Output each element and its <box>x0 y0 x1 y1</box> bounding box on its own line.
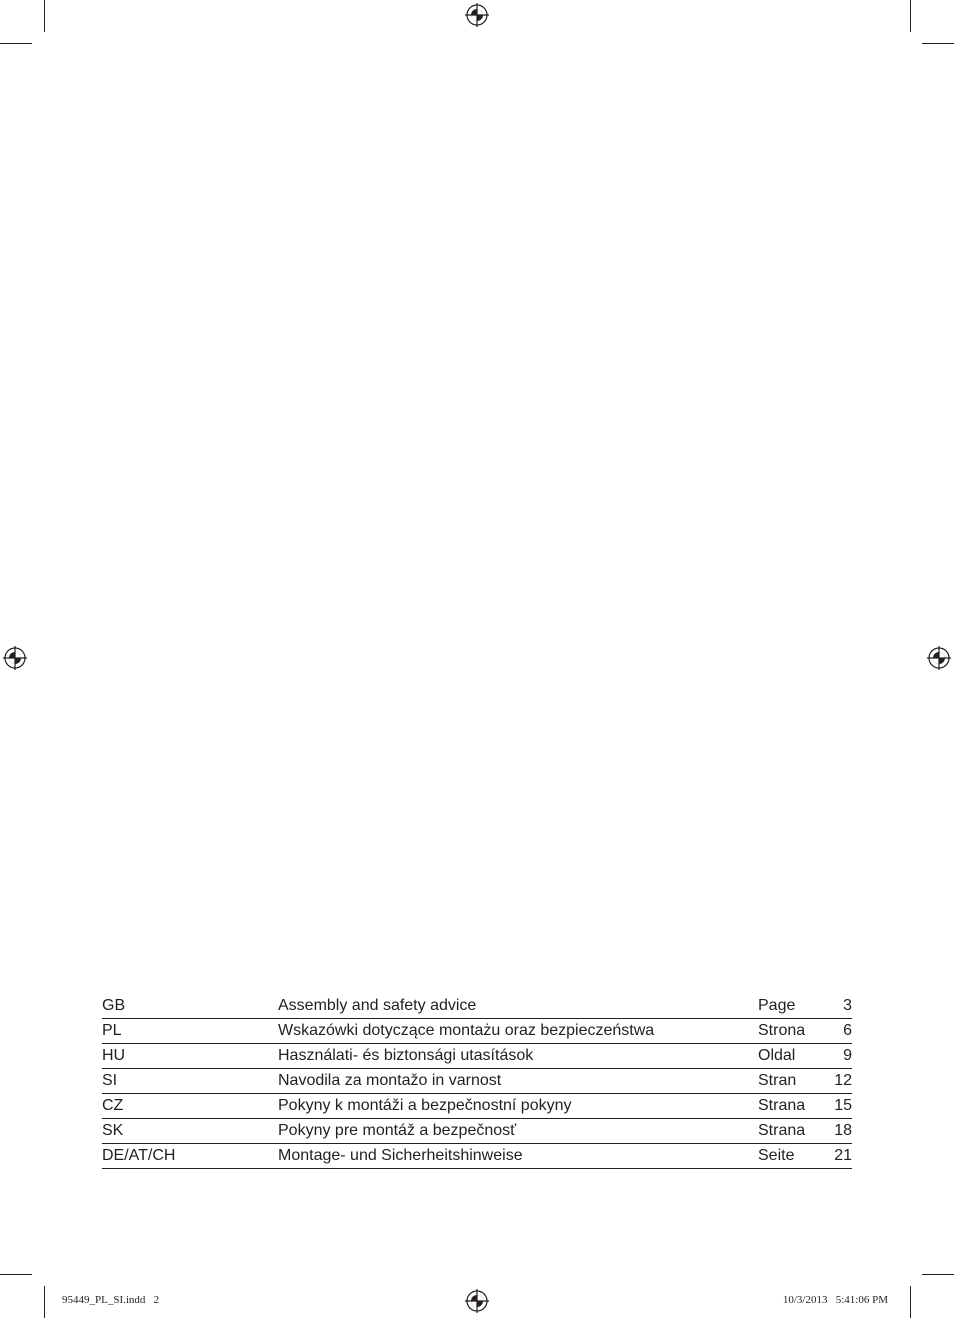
language-code: GB <box>102 997 126 1014</box>
slug-timestamp: 10/3/2013 5:41:06 PM <box>782 1294 888 1306</box>
page-label: Oldal <box>758 1047 796 1064</box>
language-code: PL <box>102 1022 122 1039</box>
page-label: Strona <box>758 1022 806 1039</box>
slug-filename: 95449_PL_SI.indd 2 <box>62 1294 160 1306</box>
registration-mark-icon <box>465 3 489 27</box>
toc-row[interactable] <box>102 1019 852 1044</box>
section-title: Assembly and safety advice <box>278 997 477 1014</box>
page-label: Strana <box>758 1097 806 1114</box>
section-title: Pokyny pre montáž a bezpečnosť <box>278 1122 517 1139</box>
toc-row[interactable] <box>102 1044 852 1069</box>
crop-mark-top-left-horizontal <box>0 43 32 44</box>
section-title: Navodila za montažo in varnost <box>278 1072 502 1089</box>
toc-row[interactable] <box>102 994 852 1019</box>
page-label: Stran <box>758 1072 797 1089</box>
registration-mark-icon <box>3 646 27 670</box>
section-title: Pokyny k montáži a bezpečnostní pokyny <box>278 1097 572 1114</box>
page-number: 15 <box>834 1097 852 1114</box>
crop-mark-top-right-vertical <box>910 0 911 32</box>
section-title: Használati- és biztonsági utasítások <box>278 1047 534 1064</box>
page-number: 9 <box>843 1047 852 1064</box>
language-code: SK <box>102 1122 124 1139</box>
toc-row[interactable] <box>102 1144 852 1169</box>
crop-mark-bottom-left-horizontal <box>0 1274 32 1275</box>
language-code: CZ <box>102 1097 124 1114</box>
crop-mark-top-right-horizontal <box>922 43 954 44</box>
page-label: Seite <box>758 1147 795 1164</box>
crop-mark-bottom-right-vertical <box>910 1286 911 1318</box>
registration-mark-icon <box>927 646 951 670</box>
crop-mark-bottom-left-vertical <box>44 1286 45 1318</box>
language-code: HU <box>102 1047 126 1064</box>
page-label: Page <box>758 997 796 1014</box>
page-number: 3 <box>843 997 852 1014</box>
crop-mark-bottom-right-horizontal <box>922 1274 954 1275</box>
language-code: DE/AT/CH <box>102 1147 176 1164</box>
page-number: 18 <box>834 1122 852 1139</box>
toc-row[interactable] <box>102 1119 852 1144</box>
section-title: Wskazówki dotyczące montażu oraz bezpieczeństwa <box>278 1022 655 1039</box>
page-label: Strana <box>758 1122 806 1139</box>
crop-mark-top-left-vertical <box>44 0 45 32</box>
toc-row[interactable] <box>102 1069 852 1094</box>
section-title: Montage- und Sicherheitshinweise <box>278 1147 523 1164</box>
table-of-contents <box>102 994 852 1169</box>
page-number: 6 <box>843 1022 852 1039</box>
language-code: SI <box>102 1072 118 1089</box>
page-number: 21 <box>834 1147 852 1164</box>
registration-mark-icon <box>465 1289 489 1313</box>
page-number: 12 <box>834 1072 852 1089</box>
toc-row[interactable] <box>102 1094 852 1119</box>
